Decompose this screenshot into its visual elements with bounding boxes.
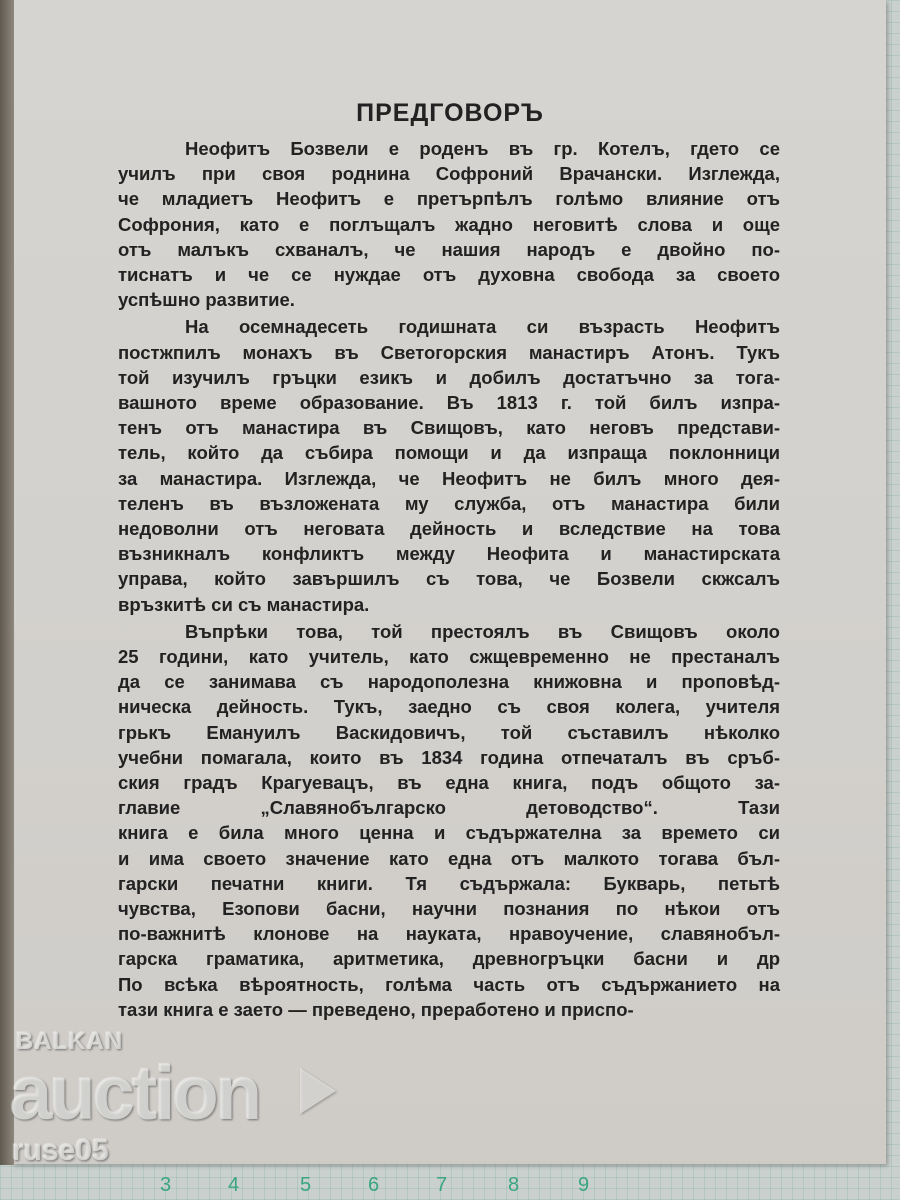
text-line: книга е била много ценна и съдържателна за времето си [118, 822, 780, 843]
text-line: гарска граматика, аритметика, древногръцки басни и др [118, 948, 780, 969]
text-line: чувства, Езопови басни, научни познания по нѣкои отъ [118, 898, 780, 919]
text-line: главие „Славянобългарско детоводство“. Тази [118, 797, 780, 818]
text-line: постжпилъ монахъ въ Светогорския манастиръ Атонъ. Тукъ [118, 342, 780, 363]
text-line: недоволни отъ неговата дейность и вследствие на това [118, 518, 780, 539]
text-line: възникналъ конфликтъ между Неофита и манастирската [118, 543, 780, 564]
page-title: ПРЕДГОВОРЪ [356, 99, 544, 127]
text-line: ския градъ Крагуевацъ, въ една книга, подъ общото за- [118, 772, 780, 793]
text-line: връзкитѣ си съ манастира. [118, 594, 370, 615]
text-line: училъ при своя роднина Софроний Врачански. Изглежда, [118, 163, 780, 184]
text-line: отъ малъкъ схваналъ, че нашия народъ е двойно по- [118, 239, 780, 260]
text-line: гарски печатни книги. Тя съдържала: Букварь, петьтѣ [118, 873, 780, 894]
text-line: управа, който завършилъ съ това, че Бозвели скжсалъ [118, 568, 780, 589]
text-line: ническа дейность. Тукъ, заедно съ своя колега, учителя [118, 696, 780, 717]
text-line: че младиетъ Неофитъ е претърпѣлъ голѣмо влияние отъ [118, 188, 780, 209]
watermark-auction: auction [10, 1051, 260, 1136]
text-line: грькъ Емануилъ Васкидовичъ, той съставилъ нѣколко [118, 722, 780, 743]
text-line: той изучилъ гръцки езикъ и добилъ достатъчно за тога- [118, 367, 780, 388]
text-line: за манастира. Изглежда, че Неофитъ не билъ много дея- [118, 468, 780, 489]
watermark-balkan: BALKAN [16, 1028, 124, 1055]
text-line: 25 години, като учитель, като сжщевременно не престаналъ [118, 646, 780, 667]
text-line: тази книга е заето — преведено, преработено и приспо- [118, 999, 634, 1020]
ruler-number: 4 [228, 1174, 240, 1196]
ruler-number: 5 [300, 1174, 312, 1196]
watermark-play-icon [300, 1068, 336, 1114]
text-line: тель, който да събира помощи и да изпраща поклонници [118, 442, 780, 463]
text-line: теленъ въ възложената му служба, отъ манастира били [118, 493, 780, 514]
text-line: тенъ отъ манастира въ Свищовъ, като неговъ представи- [118, 417, 780, 438]
text-line: Неофитъ Бозвели е роденъ въ гр. Котелъ, гдето се [185, 138, 780, 159]
text-line: На осемнадесеть годишната си възрасть Неофитъ [185, 316, 780, 337]
ruler-number: 3 [160, 1174, 172, 1196]
text-line: да се занимава съ народополезна книжовна и проповѣд- [118, 671, 780, 692]
text-line: Въпрѣки това, той престоялъ въ Свищовъ около [185, 621, 780, 642]
text-line: тиснатъ и че се нуждае отъ духовна свобода за своето [118, 264, 780, 285]
ruler-number: 8 [508, 1174, 520, 1196]
ruler-number: 7 [436, 1174, 448, 1196]
text-line: учебни помагала, които въ 1834 година отпечаталъ въ сръб- [118, 747, 780, 768]
text-line: Софрония, като е поглъщалъ жадно неговитѣ слова и още [118, 214, 780, 235]
text-line: успѣшно развитие. [118, 289, 295, 310]
watermark-user: ruse05 [12, 1134, 109, 1167]
ruler-number: 6 [368, 1174, 380, 1196]
ruler-number: 9 [578, 1174, 590, 1196]
text-line: По всѣка вѣроятность, голѣма часть отъ съдържанието на [118, 974, 780, 995]
text-line: по-важнитѣ клонове на науката, нравоучение, славянобъл- [118, 923, 780, 944]
page-spine-edge [0, 0, 14, 1165]
text-line: и има своето значение като една отъ малкото тогава бъл- [118, 848, 780, 869]
text-line: вашното време образование. Въ 1813 г. той билъ изпра- [118, 392, 780, 413]
